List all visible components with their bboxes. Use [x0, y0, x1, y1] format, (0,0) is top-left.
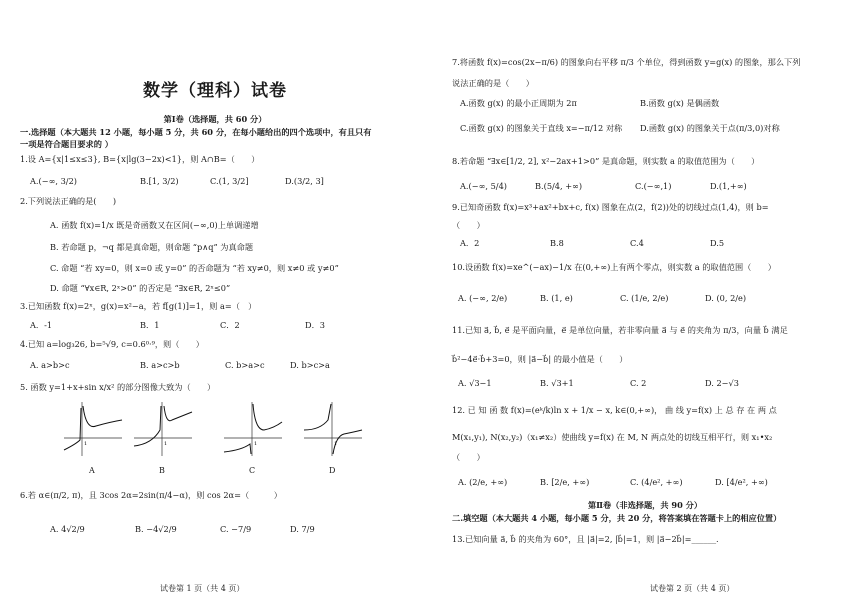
question-5: 5. 函数 y=1+x+sin x/x² 的部分图像大致为（ ） [20, 382, 216, 392]
q1-option-a: A.(−∞, 3/2) [30, 176, 77, 186]
q11-option-c: C. 2 [630, 378, 647, 388]
q7-option-a: A.函数 g(x) 的最小正周期为 2π [460, 98, 577, 108]
section1-instructions-line1: 一.选择题（本大题共 12 小题，每小题 5 分，共 60 分，在每小题给出的四个选项中，有且只有 [20, 127, 372, 137]
question-12-line2: M(x₁,y₁), N(x₂,y₂)（x₁≠x₂）使曲线 y=f(x) 在 M, N 两点处的切线互相平行，则 x₁•x₂ [452, 432, 773, 442]
question-9-line2: （ ） [452, 220, 485, 230]
q4-option-c: C. b>a>c [225, 360, 265, 370]
q6-option-a: A. 4√2/9 [50, 524, 85, 534]
question-8: 8.若命题 “∃x∈[1/2, 2], x²−2ax+1>0” 是真命题，则实数 a 的取值范围为（ ） [452, 156, 760, 166]
right-page [430, 0, 860, 607]
q10-option-c: C. (1/e, 2/e) [620, 293, 669, 303]
q2-option-b: B. 若命题 p，¬q 都是真命题，则命题 “p∧q” 为真命题 [50, 242, 254, 252]
question-11-line1: 11.已知 a⃗, b⃗, e⃗ 是平面向量，e⃗ 是单位向量，若非零向量 a⃗ 与 e⃗ 的夹角为 π/3，向量 b⃗ 满足 [452, 325, 788, 335]
q8-option-b: B.(5/4, +∞) [535, 181, 583, 191]
q7-option-b: B.函数 g(x) 是偶函数 [640, 98, 720, 108]
question-6: 6.若 α∈(π/2, π)，且 3cos 2α=2sin(π/4−α)，则 cos 2α=（ ） [20, 490, 282, 500]
q7-option-c: C.函数 g(x) 的图象关于直线 x=−π/12 对称 [460, 123, 623, 133]
q5-graph-a [62, 400, 124, 458]
q1-option-b: B.[1, 3/2) [140, 176, 179, 186]
q6-option-d: D. 7/9 [290, 524, 315, 534]
q12-option-c: C. (4/e², +∞) [630, 477, 683, 487]
q3-option-d: D．3 [305, 320, 325, 330]
question-7-line2: 说法正确的是（ ） [452, 78, 534, 88]
q5-label-d: D [329, 466, 336, 475]
q4-option-d: D. b>c>a [290, 360, 330, 370]
q5-label-c: C [249, 466, 256, 475]
q12-option-d: D. [4/e², +∞) [715, 477, 768, 487]
q1-option-d: D.(3/2, 3] [285, 176, 324, 186]
q2-option-a: A. 函数 f(x)=1/x 既是奇函数又在区间(−∞,0)上单调递增 [50, 220, 259, 230]
q3-option-c: C．2 [220, 320, 240, 330]
q9-option-c: C.4 [630, 238, 644, 248]
q8-option-d: D.(1,+∞) [710, 181, 747, 191]
q10-option-d: D. (0, 2/e) [705, 293, 747, 303]
q2-option-d: D. 命题 “∀x∈R, 2ˣ>0” 的否定是 “∃x∈R, 2ˣ≤0” [50, 283, 231, 293]
question-11-line2: b⃗²−4e⃗·b⃗+3=0，则 |a⃗−b⃗| 的最小值是（ ） [452, 354, 628, 364]
question-12-line3: （ ） [452, 452, 485, 462]
question-4: 4.已知 a=log₃26, b=⁵√9, c=0.6⁰·⁹，则（ ） [20, 339, 204, 349]
question-2: 2.下列说法正确的是( ) [20, 196, 117, 206]
question-1: 1.设 A={x|1≤x≤3}, B={x|lg(3−2x)<1}，则 A∩B=（ ） [20, 154, 260, 164]
right-footer: 试卷第 2 页（共 4 页） [650, 584, 735, 593]
left-footer: 试卷第 1 页（共 4 页） [160, 584, 245, 593]
q10-option-b: B. (1, e) [540, 293, 573, 303]
question-12-line1: 12. 已 知 函 数 f(x)=(eᵏ/k)ln x + 1/x − x, k∈(0,+∞)， 曲 线 y=f(x) 上 总 存 在 两 点 [452, 405, 777, 415]
q5-label-a: A [89, 466, 95, 475]
q9-option-a: A．2 [460, 238, 480, 248]
q8-option-c: C.(−∞,1) [635, 181, 672, 191]
q11-option-a: A. √3−1 [458, 378, 492, 388]
question-3: 3.已知函数 f(x)=2ˣ，g(x)=x²−a，若 f[g(1)]=1，则 a=（ ） [20, 301, 257, 311]
q11-option-d: D. 2−√3 [705, 378, 739, 388]
q6-option-b: B. −4√2/9 [135, 524, 177, 534]
q6-option-c: C. −7/9 [220, 524, 252, 534]
q4-option-b: B. a>c>b [140, 360, 180, 370]
q5-label-b: B [159, 466, 165, 475]
section2-instructions: 二.填空题（本大题共 4 小题，每小题 5 分，共 20 分，将答案填在答题卡上的相应位置） [452, 513, 782, 523]
section1-instructions-line2: 一项是符合题目要求的 ） [20, 139, 113, 149]
exam-title: 数学（理科）试卷 [143, 81, 287, 101]
q5-graph-b [132, 400, 194, 458]
q5-graph-d [302, 400, 364, 458]
question-7-line1: 7.将函数 f(x)=cos(2x−π/6) 的图象向右平移 π/3 个单位，得到函数 y=g(x) 的图象，那么下列 [452, 57, 801, 67]
svg-text:1: 1 [254, 441, 258, 447]
q9-option-d: D.5 [710, 238, 725, 248]
q9-option-b: B.8 [550, 238, 564, 248]
svg-text:1: 1 [84, 441, 88, 447]
q1-option-c: C.(1, 3/2] [210, 176, 249, 186]
part2-heading: 第Ⅱ卷（非选择题，共 90 分） [587, 500, 703, 510]
q10-option-a: A. (−∞, 2/e) [458, 293, 508, 303]
q12-option-a: A. (2/e, +∞) [458, 477, 508, 487]
question-9-line1: 9.已知奇函数 f(x)=x³+ax²+bx+c, f(x) 图象在点(2，f(2))处的切线过点(1,4)，则 b= [452, 202, 769, 212]
q12-option-b: B. [2/e, +∞) [540, 477, 590, 487]
q2-option-c: C. 命题 “若 xy=0，则 x=0 或 y=0” 的否命题为 “若 xy≠0，则 x≠0 或 y≠0” [50, 263, 339, 273]
q3-option-a: A．-1 [30, 320, 53, 330]
q4-option-a: A. a>b>c [30, 360, 70, 370]
q8-option-a: A.(−∞, 5/4) [460, 181, 507, 191]
svg-text:1: 1 [164, 441, 168, 447]
q11-option-b: B. √3+1 [540, 378, 574, 388]
question-13: 13.已知向量 a⃗, b⃗ 的夹角为 60°，且 |a⃗|=2, |b⃗|=1，则 |a⃗−2b⃗|=______. [452, 534, 719, 544]
q5-graph-c [222, 400, 284, 458]
svg-text:1: 1 [334, 441, 338, 447]
q3-option-b: B．1 [140, 320, 160, 330]
part1-heading: 第Ⅰ卷（选择题，共 60 分） [163, 114, 267, 124]
q7-option-d: D.函数 g(x) 的图象关于点(π/3,0)对称 [640, 123, 780, 133]
question-10: 10.设函数 f(x)=xe^(−ax)−1/x 在(0,+∞)上有两个零点，则实数 a 的取值范围（ ） [452, 262, 776, 272]
